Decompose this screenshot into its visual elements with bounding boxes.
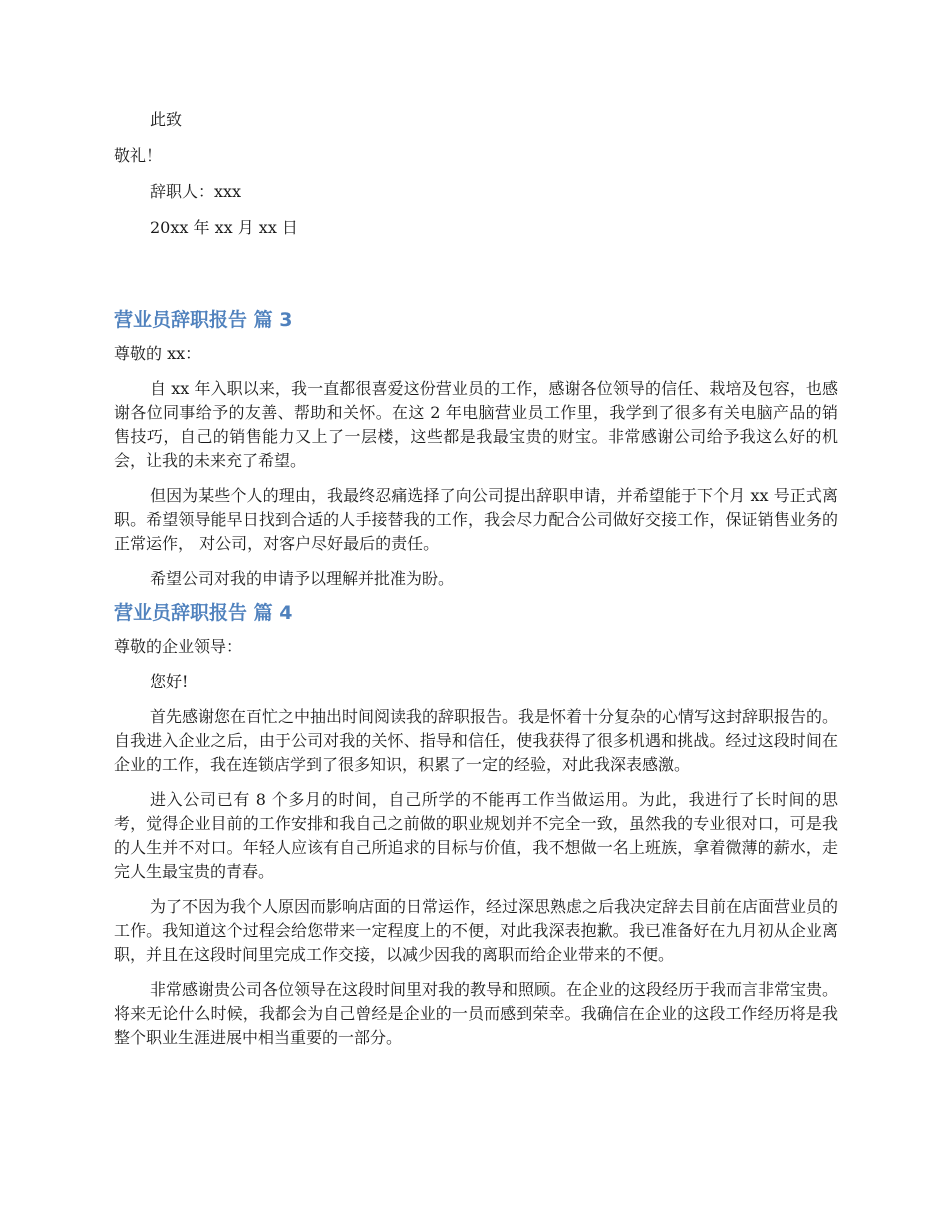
section-3-salutation: 尊敬的 xx： xyxy=(114,344,202,363)
closing-signer: 辞职人：xxx xyxy=(150,182,242,201)
section-4-paragraph-3: 为了不因为我个人原因而影响店面的日常运作，经过深思熟虑之后我决定辞去目前在店面营业员的工作。我知道这个过程会给您带来一定程度上的不便，对此我深表抱歉。我已准备好在九月初从企业离职，并且在这段时间里完成工作交接，以减少因我的离职而给企业带来的不便。 xyxy=(114,897,839,964)
section-4-paragraph-4: 非常感谢贵公司各位领导在这段时间里对我的教导和照顾。在企业的这段经历于我而言非常宝贵。将来无论什么时候，我都会为自己曾经是企业的一员而感到荣幸。我确信在企业的这段工作经历将是我整个职业生涯进展中相当重要的一部分。 xyxy=(114,980,839,1047)
section-4-salutation: 尊敬的企业领导： xyxy=(114,637,243,656)
section-3-heading: 营业员辞职报告 篇 3 xyxy=(114,309,293,331)
section-3-paragraph-3: 希望公司对我的申请予以理解并批准为盼。 xyxy=(150,569,455,588)
closing-date: 20xx 年 xx 月 xx 日 xyxy=(150,218,298,237)
section-4-heading: 营业员辞职报告 篇 4 xyxy=(114,602,293,624)
section-4-paragraph-2: 进入公司已有 8 个多月的时间，自己所学的不能再工作当做运用。为此，我进行了长时间的思考，觉得企业目前的工作安排和我自己之前做的职业规划并不完全一致，虽然我的专业很对口，可是我的人生并不对口。年轻人应该有自己所追求的目标与价值，我不想做一名上班族，拿着微薄的薪水，走完人生最宝贵的青春。 xyxy=(114,790,838,881)
section-3-paragraph-2: 但因为某些个人的理由，我最终忍痛选择了向公司提出辞职申请，并希望能于下个月 xx 号正式离职。希望领导能早日找到合适的人手接替我的工作，我会尽力配合公司做好交接工作，保证销售业务的正常运作， 对公司，对客户尽好最后的责任。 xyxy=(114,486,838,553)
closing-ci-zhi: 此致 xyxy=(150,110,183,129)
section-4-greeting: 您好! xyxy=(150,672,189,691)
section-3-paragraph-1: 自 xx 年入职以来，我一直都很喜爱这份营业员的工作，感谢各位领导的信任、栽培及包容，也感谢各位同事给予的友善、帮助和关怀。在这 2 年电脑营业员工作里，我学到了很多有关电脑产品的销售技巧，自己的销售能力又上了一层楼，这些都是我最宝贵的财宝。非常感谢公司给予我这么好的机会，让我的未来充了希望。 xyxy=(114,379,838,470)
section-4-paragraph-1: 首先感谢您在百忙之中抽出时间阅读我的辞职报告。我是怀着十分复杂的心情写这封辞职报告的。自我进入企业之后，由于公司对我的关怀、指导和信任，使我获得了很多机遇和挑战。经过这段时间在企业的工作，我在连锁店学到了很多知识，积累了一定的经验，对此我深表感激。 xyxy=(114,707,839,774)
closing-jing-li: 敬礼！ xyxy=(114,146,163,165)
document-body xyxy=(114,108,838,1050)
